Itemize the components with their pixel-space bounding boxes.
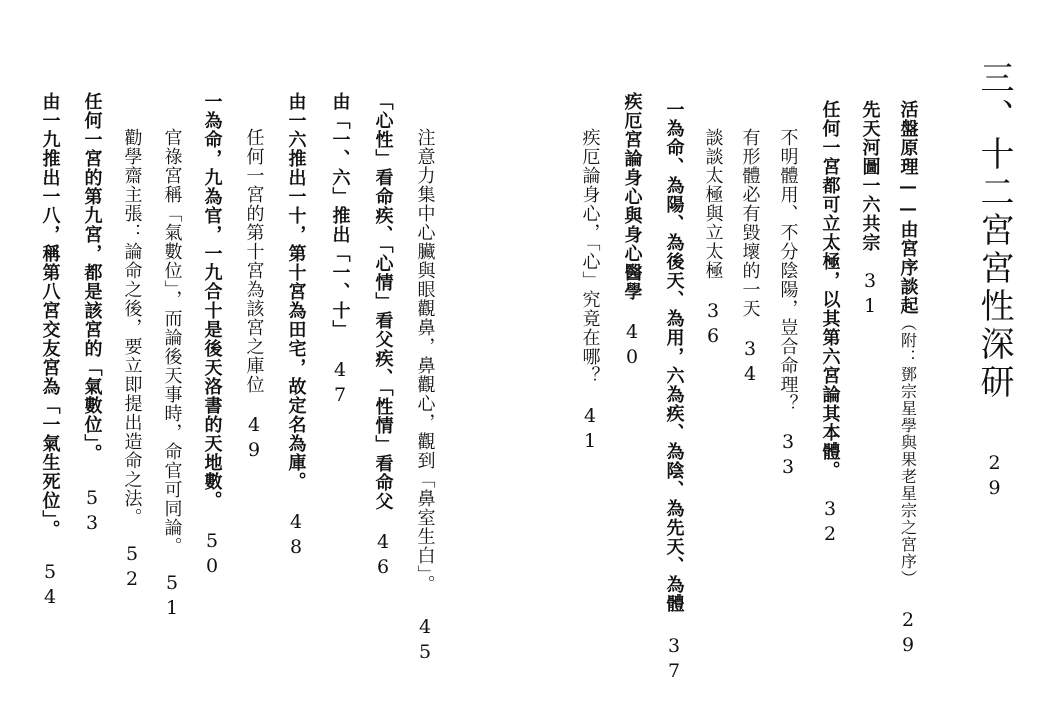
toc-entry-page: 48: [285, 511, 307, 561]
toc-entry-text: 談談太極與立太極: [702, 128, 724, 280]
toc-entry-page: 54: [39, 561, 61, 611]
toc-entry-page: 51: [161, 572, 183, 622]
toc-entry-text: 疾厄宮論身心與身心醫學: [621, 92, 643, 301]
toc-entry-text: 一為命，九為官，一九合十是後天洛書的天地數。: [201, 92, 223, 510]
chapter-heading: [970, 60, 1019, 502]
toc-entry-12[interactable]: [330, 92, 349, 409]
toc-entry-17[interactable]: [122, 128, 141, 593]
toc-entry-page: 52: [121, 543, 143, 593]
toc-entry-page: 41: [579, 405, 601, 455]
toc-entry-4[interactable]: [778, 128, 797, 481]
toc-entry-8[interactable]: [622, 92, 641, 371]
toc-entry-page: 37: [663, 635, 685, 685]
toc-entry-text: 由「一、六」推出「一、十」: [329, 92, 351, 339]
toc-entry-text: 任何一宮的第九宮，都是該宮的「氣數位」。: [81, 92, 103, 463]
toc-entry-page: 31: [859, 270, 881, 320]
toc-entry-page: 34: [739, 338, 761, 388]
toc-entry-7[interactable]: [664, 100, 683, 685]
toc-entry-text: 有形體必有毀壞的一天: [739, 128, 761, 318]
toc-entry-page: 29: [897, 609, 919, 659]
toc-entry-page: 49: [243, 414, 265, 464]
toc-entry-19[interactable]: [40, 92, 59, 611]
toc-entry-text: 勸學齋主張：論命之後，要立即提出造命之法。: [121, 128, 143, 527]
toc-entry-3[interactable]: [820, 100, 839, 548]
toc-entry-16[interactable]: [162, 128, 181, 622]
toc-entry-text: 注意力集中心臟與眼觀鼻，鼻觀心，觀到「鼻室生白」。: [414, 128, 436, 594]
toc-entry-page: 53: [81, 487, 103, 537]
toc-entry-text: 一為命、為陽、為後天、為用，六為疾、為陰、為先天、為體: [663, 100, 685, 613]
toc-entry-text: 官祿宮稱「氣數位」，而論後天事時，命官可同論。: [161, 128, 183, 556]
toc-entry-10[interactable]: [415, 128, 434, 666]
toc-entry-9[interactable]: [580, 128, 599, 455]
toc-entry-2[interactable]: [860, 100, 879, 320]
toc-entry-6[interactable]: [703, 128, 722, 350]
toc-entry-text: 不明體用、不分陰陽，豈合命理？: [777, 128, 799, 413]
toc-entry-text: 任何一宮的第十宮為該宮之庫位: [243, 128, 265, 394]
toc-entry-13[interactable]: [286, 92, 305, 561]
toc-entry-14[interactable]: [244, 128, 263, 464]
toc-entry-text: 先天河圖一六共宗: [859, 100, 881, 252]
toc-entry-1[interactable]: [898, 100, 917, 659]
toc-entry-18[interactable]: [82, 92, 101, 537]
toc-entry-page: 45: [414, 616, 436, 666]
toc-entry-page: 50: [201, 530, 223, 580]
toc-entry-text: 活盤原理——由宮序談起: [897, 100, 919, 315]
toc-entry-15[interactable]: [202, 92, 221, 580]
toc-entry-page: 40: [621, 321, 643, 371]
chapter-title: 三、十二宮宮性深研: [974, 60, 1014, 402]
toc-entry-5[interactable]: [740, 128, 759, 388]
toc-entry-page: 36: [702, 300, 724, 350]
toc-entry-text: 疾厄論身心，「心」究竟在哪？: [579, 128, 601, 385]
toc-entry-note: （附：鄧宗星學與果老星宗之宮序）: [898, 315, 918, 587]
toc-entry-text: 任何一宮都可立太極，以其第六宮論其本體。: [819, 100, 841, 480]
chapter-page-number: 29: [983, 452, 1006, 502]
toc-entry-text: 由一九推出一八，稱第八宮交友宮為「一氣生死位」。: [39, 92, 61, 539]
toc-entry-text: 「心性」看命疾、「心情」看父疾、「性情」看命父: [372, 92, 394, 511]
toc-entry-page: 47: [329, 359, 351, 409]
toc-entry-11[interactable]: [373, 92, 392, 581]
toc-entry-text: 由一六推出一十，第十宮為田宅，故定名為庫。: [285, 92, 307, 491]
toc-entry-page: 46: [372, 531, 394, 581]
toc-entry-page: 32: [819, 498, 841, 548]
toc-entry-page: 33: [777, 431, 799, 481]
